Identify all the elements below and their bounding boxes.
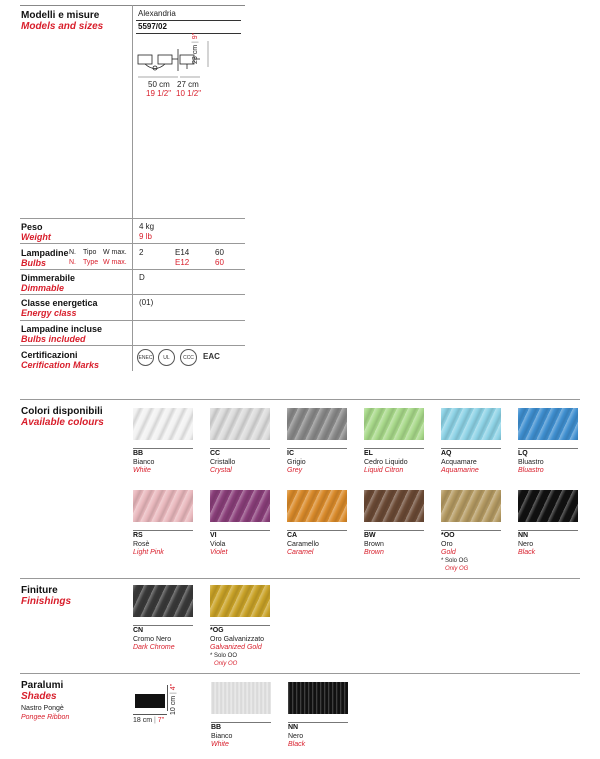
- cert-label-en: Cerification Marks: [21, 360, 100, 370]
- swatch-name: Oro Galvanizzato: [210, 636, 265, 643]
- swatch-name-en: White: [133, 467, 151, 474]
- finishes-title-en: Finishings: [21, 596, 71, 607]
- swatch-code: *OO: [441, 532, 455, 539]
- swatch-note: * Solo OG: [441, 558, 469, 564]
- colour-swatch: [518, 408, 578, 440]
- product-name: Alexandria: [138, 9, 176, 18]
- bulbs-header-watt-en: W max.: [103, 259, 127, 266]
- colour-swatch: [364, 490, 424, 522]
- swatch-name: Oro: [441, 541, 453, 548]
- dim-depth-in: 10 1/2": [176, 89, 202, 98]
- product-code: 5597/02: [138, 22, 167, 31]
- bulbs-label-it: Lampadine: [21, 248, 69, 258]
- swatch-name: Caramello: [287, 541, 319, 548]
- colour-swatch: [288, 682, 348, 714]
- included-label-it: Lampadine incluse: [21, 324, 103, 334]
- swatch-name-en: Bluastro: [518, 467, 544, 474]
- weight-label: [21, 222, 51, 242]
- swatch-code: NN: [288, 724, 299, 731]
- colour-swatch: [210, 408, 270, 440]
- shade-dim-height: 10 cm | 4": [170, 683, 177, 715]
- colours-heading: [21, 406, 104, 428]
- bulbs-label: [21, 248, 69, 268]
- shade-drawing: [135, 694, 165, 708]
- ul-icon: UL: [158, 349, 175, 366]
- swatch-name: Cristallo: [210, 459, 236, 466]
- shade-width-in: 7": [157, 717, 165, 724]
- cert-label: [21, 350, 99, 370]
- swatch-code: VI: [210, 532, 217, 539]
- dimmable-label: [21, 273, 75, 293]
- weight-lb: 9 lb: [139, 232, 152, 241]
- swatch-code: BB: [211, 724, 222, 731]
- swatch-name-en: Black: [288, 741, 306, 748]
- colours-title-en: Available colours: [21, 417, 104, 428]
- dim-width-cm: 50 cm: [148, 80, 170, 89]
- models-heading: [21, 10, 103, 32]
- dim-width-in: 19 1/2": [146, 89, 172, 98]
- bulbs-header-type-en: Type: [83, 259, 99, 266]
- swatch-code: LQ: [518, 450, 528, 457]
- swatch-name: Viola: [210, 541, 226, 548]
- swatch-name-en: Caramel: [287, 549, 314, 556]
- shade-dim-w-line: [133, 714, 167, 715]
- dim-height-in: 9": [192, 32, 199, 40]
- swatch-name-en: Black: [518, 549, 536, 556]
- colour-swatch: [441, 490, 501, 522]
- swatch-code: AQ: [441, 450, 452, 457]
- bulbs-type-eu: E14: [175, 248, 190, 257]
- eac-icon: EAC: [203, 352, 220, 361]
- swatch-name-en: Dark Chrome: [133, 644, 175, 651]
- swatch-code: CA: [287, 532, 298, 539]
- shade-height-in: 4": [170, 683, 177, 691]
- swatch-name-en: White: [211, 741, 229, 748]
- bulbs-header-watt-it: W max.: [103, 249, 127, 256]
- weight-kg: 4 kg: [139, 222, 155, 231]
- swatch-name: Acquamare: [441, 459, 477, 466]
- shade-height-cm: 10 cm: [170, 695, 177, 715]
- swatch-name-en: Liquid Citron: [364, 467, 404, 474]
- swatch-name: Nero: [288, 733, 304, 740]
- shade-width-cm: 18 cm: [133, 717, 153, 724]
- swatch-divider: [210, 530, 270, 531]
- swatch-note-en: Only OG: [445, 566, 469, 572]
- energy-label-en: Energy class: [21, 308, 77, 318]
- finishes-heading: [21, 585, 71, 607]
- colour-swatch: [441, 408, 501, 440]
- shade-dim-h-line: [167, 685, 168, 711]
- shades-title-en: Shades: [21, 691, 57, 702]
- swatch-name: Cedro Liquido: [364, 459, 408, 466]
- dimmable-value: D: [139, 273, 145, 282]
- swatch-name-en: Grey: [287, 467, 303, 474]
- swatch-name-en: Galvanized Gold: [210, 644, 262, 651]
- dimmable-label-it: Dimmerabile: [21, 273, 76, 283]
- weight-label-en: Weight: [21, 232, 51, 242]
- ccc-icon: CCC: [180, 349, 197, 366]
- energy-label-it: Classe energetica: [21, 298, 98, 308]
- bulbs-watt-eu: 60: [215, 248, 224, 257]
- energy-value: (01): [139, 298, 154, 307]
- swatch-name: Grigio: [287, 459, 306, 466]
- dim-height-cm: 23 cm: [192, 44, 199, 64]
- energy-label: [21, 298, 98, 318]
- swatch-name: Bianco: [133, 459, 155, 466]
- colour-swatch: [133, 408, 193, 440]
- bulbs-header-n-en: N.: [69, 259, 76, 266]
- swatch-name: Brown: [364, 541, 384, 548]
- swatch-divider: [287, 448, 347, 449]
- included-label-en: Bulbs included: [21, 334, 86, 344]
- shades-heading: [21, 680, 69, 722]
- shades-title-it: Paralumi: [21, 680, 64, 691]
- swatch-name-en: Aquamarine: [441, 467, 479, 474]
- swatch-name: Cromo Nero: [133, 636, 172, 643]
- dim-depth-cm: 27 cm: [177, 80, 199, 89]
- models-label-it: Modelli e misure: [21, 10, 100, 21]
- swatch-name: Nero: [518, 541, 534, 548]
- colour-swatch: [133, 490, 193, 522]
- colour-swatch: [518, 490, 578, 522]
- chandelier-front-view: [138, 49, 178, 71]
- swatch-code: *OG: [210, 627, 224, 634]
- swatch-note: * Solo OO: [210, 653, 238, 659]
- colour-swatch: [287, 490, 347, 522]
- swatch-note-en: Only OO: [214, 661, 238, 667]
- swatch-code: BW: [364, 532, 376, 539]
- colour-swatch: [364, 408, 424, 440]
- colour-swatch: [210, 585, 270, 617]
- swatch-code: IC: [287, 450, 294, 457]
- bulbs-header-n-it: N.: [69, 249, 76, 256]
- swatch-name: Rosè: [133, 541, 150, 548]
- finishes-title-it: Finiture: [21, 585, 58, 596]
- shades-sub-it: Nastro Pongè: [21, 705, 64, 712]
- colour-swatch: [211, 682, 271, 714]
- swatch-code: EL: [364, 450, 373, 457]
- swatch-code: RS: [133, 532, 143, 539]
- swatch-name: Bianco: [211, 733, 233, 740]
- swatch-code: CN: [133, 627, 144, 634]
- swatch-name-en: Violet: [210, 549, 228, 556]
- shade-dim-width: 18 cm | 7": [133, 717, 165, 724]
- swatch-code: BB: [133, 450, 144, 457]
- dimmable-label-en: Dimmable: [21, 283, 65, 293]
- swatch-code: NN: [518, 532, 529, 539]
- bulbs-type-us: E12: [175, 258, 190, 267]
- bulbs-count: 2: [139, 248, 144, 257]
- swatch-name-en: Gold: [441, 549, 456, 556]
- shades-sub-en: Pongee Ribbon: [21, 714, 70, 721]
- colour-swatch: [133, 585, 193, 617]
- swatch-code: CC: [210, 450, 221, 457]
- swatch-name-en: Light Pink: [133, 549, 164, 556]
- swatch-divider: [364, 448, 424, 449]
- cert-label-it: Certificazioni: [21, 350, 78, 360]
- colour-swatch: [287, 408, 347, 440]
- swatch-name: Bluastro: [518, 459, 544, 466]
- swatch-name-en: Brown: [364, 549, 384, 556]
- colour-swatch: [210, 490, 270, 522]
- bulbs-header-type-it: Tipo: [83, 249, 97, 256]
- dim-height: 23 cm | 9": [192, 32, 199, 64]
- bulbs-watt-us: 60: [215, 258, 224, 267]
- models-label-en: Models and sizes: [21, 21, 104, 32]
- weight-label-it: Peso: [21, 222, 43, 232]
- colours-title-it: Colori disponibili: [21, 406, 103, 417]
- swatch-name-en: Crystal: [210, 467, 232, 474]
- included-label: [21, 324, 102, 344]
- bulbs-label-en: Bulbs: [21, 258, 47, 268]
- enec-icon: ENEC: [137, 349, 154, 366]
